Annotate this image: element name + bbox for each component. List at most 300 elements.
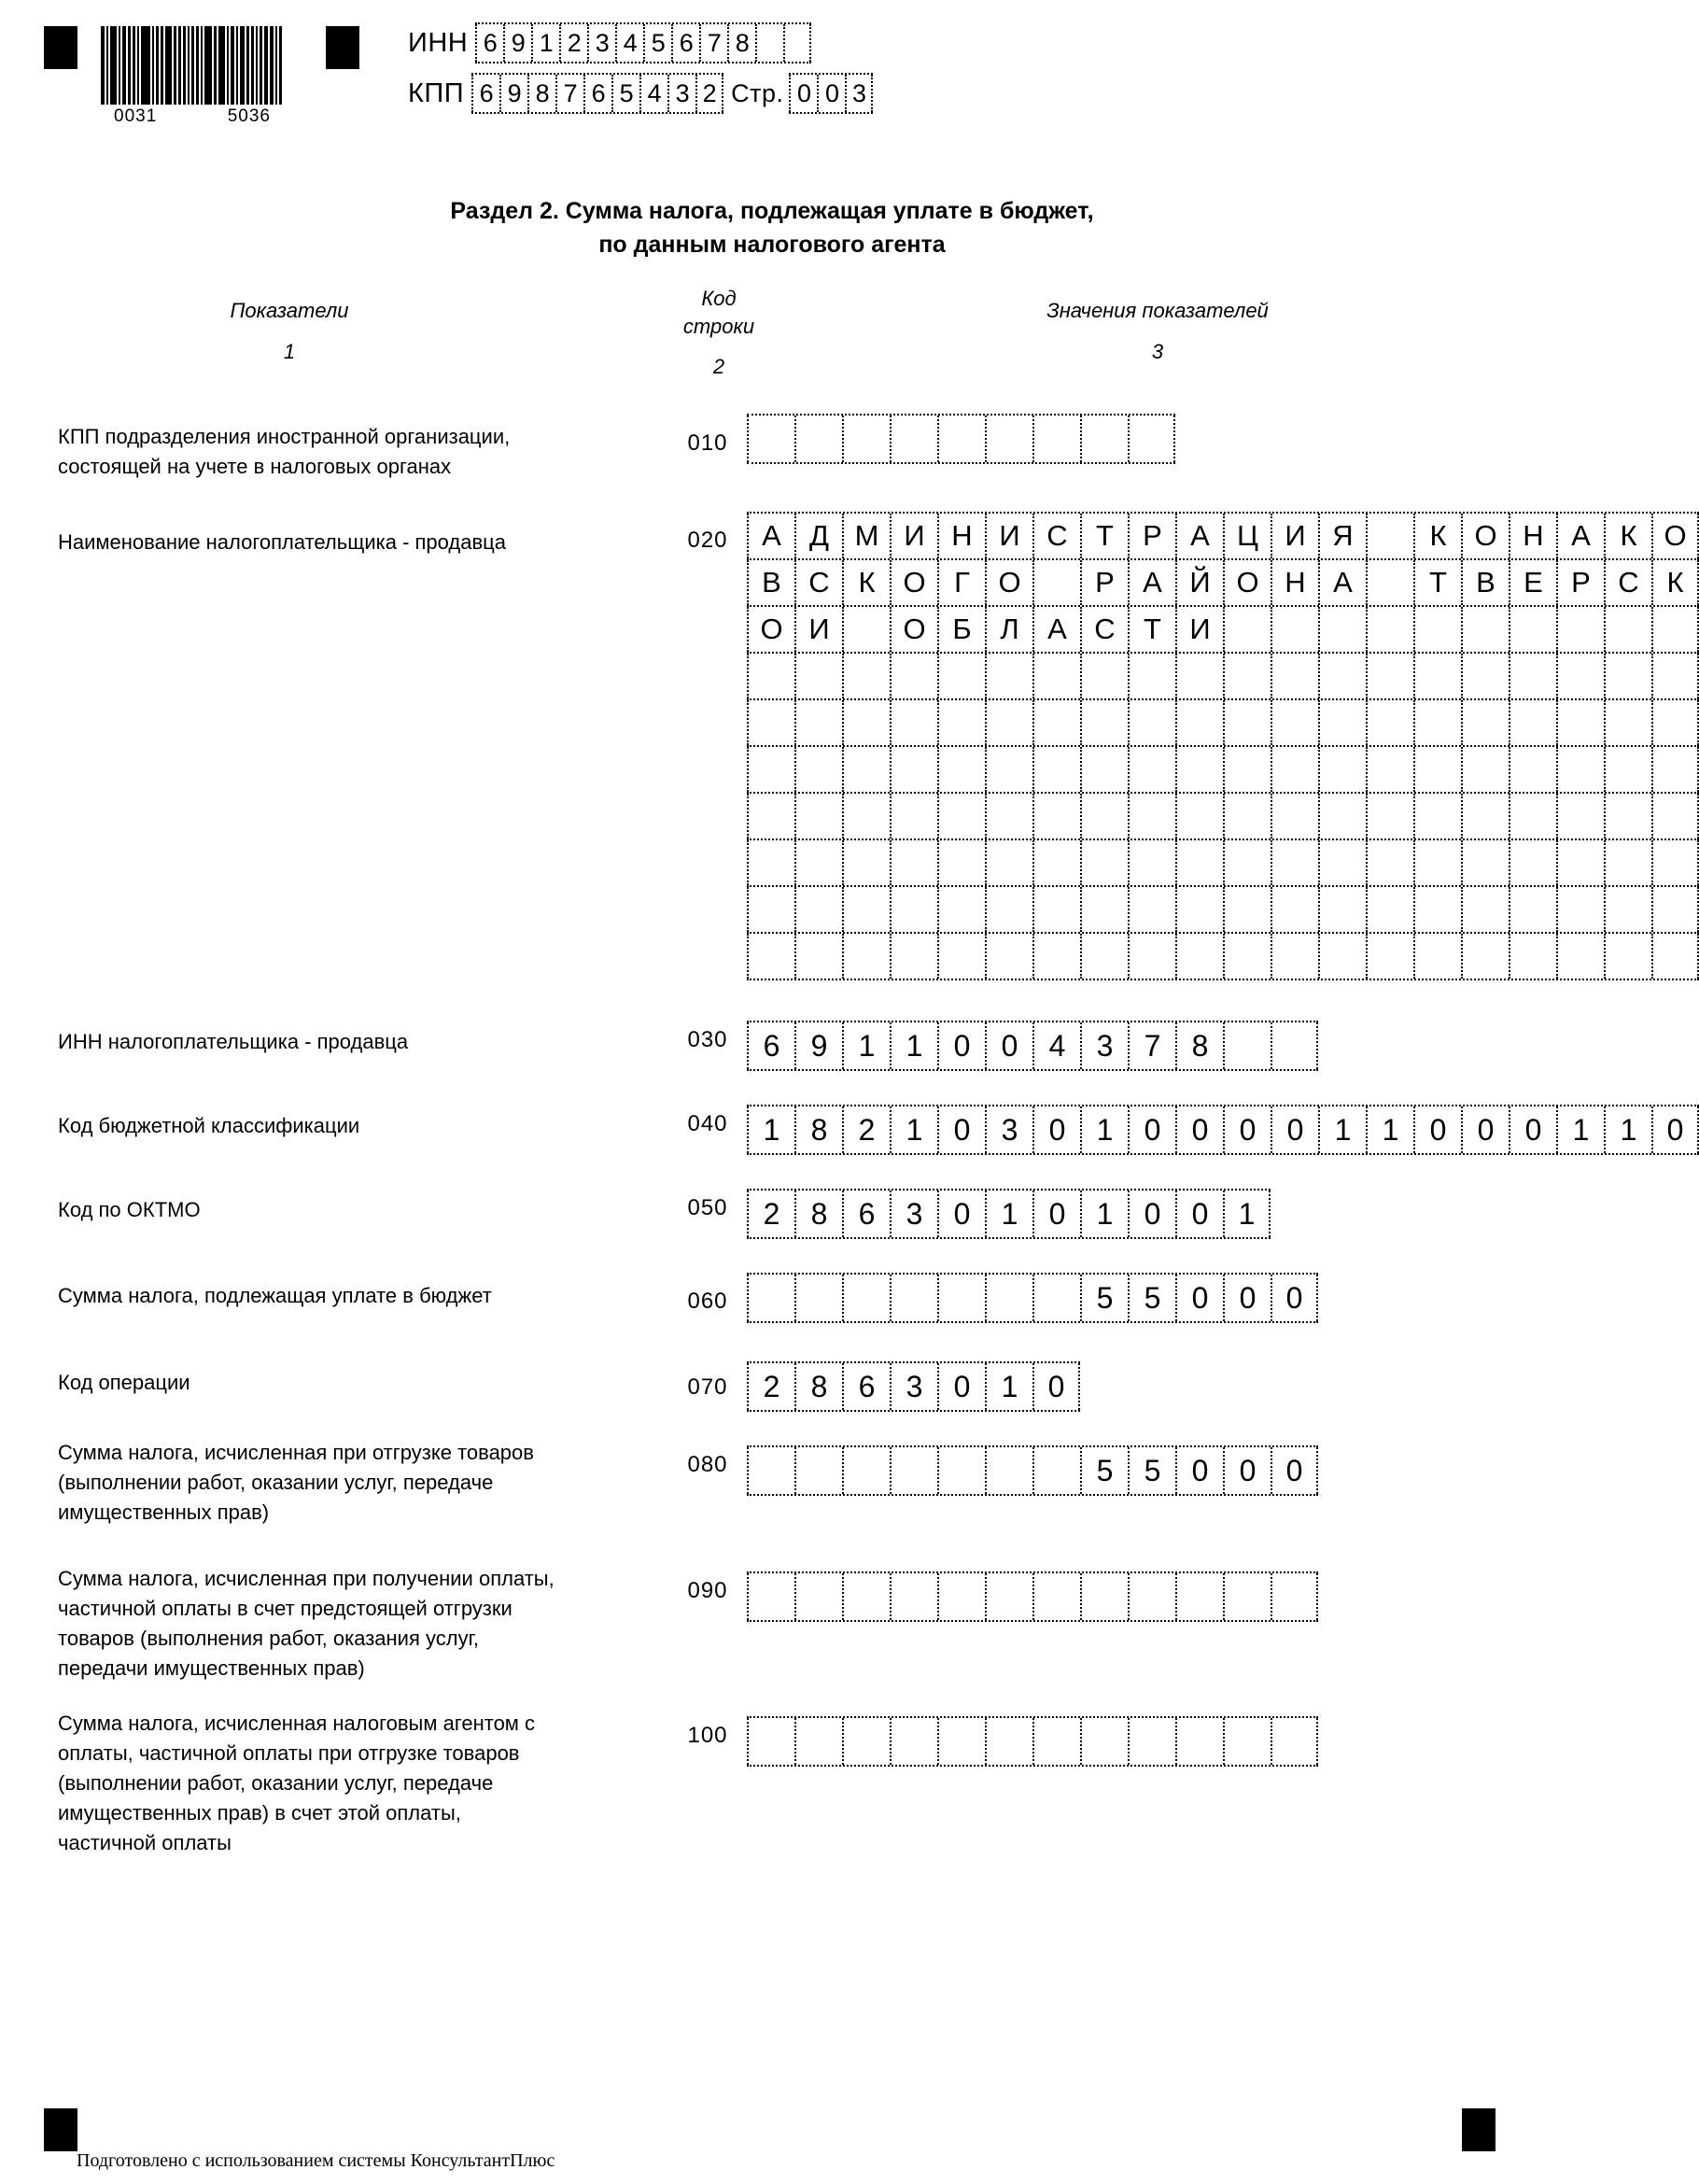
value-field-060[interactable] <box>747 1273 1318 1323</box>
name-cell[interactable] <box>1651 607 1699 652</box>
name-cell[interactable] <box>1461 934 1509 979</box>
name-cell[interactable] <box>1651 700 1699 745</box>
name-cell[interactable] <box>842 794 890 838</box>
name-cell[interactable] <box>1032 654 1080 698</box>
name-cell[interactable] <box>937 794 985 838</box>
name-cell[interactable] <box>1223 700 1271 745</box>
value-cell[interactable] <box>747 1275 794 1321</box>
name-cell[interactable] <box>794 840 842 885</box>
value-cell[interactable]: 0 <box>937 1022 985 1069</box>
name-cell[interactable] <box>842 654 890 698</box>
name-cell[interactable] <box>1128 934 1175 979</box>
value-cell[interactable]: 1 <box>1318 1106 1366 1153</box>
value-cell[interactable]: 0 <box>937 1191 985 1237</box>
name-cell[interactable] <box>842 840 890 885</box>
name-cell[interactable] <box>1461 747 1509 792</box>
value-cell[interactable]: 0 <box>1032 1363 1080 1410</box>
name-cell[interactable] <box>794 747 842 792</box>
name-cell[interactable]: С <box>794 560 842 605</box>
name-cell[interactable] <box>937 840 985 885</box>
value-cell[interactable] <box>1032 1573 1080 1620</box>
name-cell[interactable] <box>1556 840 1604 885</box>
value-cell[interactable]: 0 <box>1271 1447 1318 1494</box>
inn-cell[interactable]: 3 <box>587 24 615 62</box>
name-cell[interactable] <box>747 887 794 932</box>
kpp-cell[interactable]: 7 <box>555 75 583 112</box>
name-cell[interactable] <box>842 607 890 652</box>
name-cell[interactable] <box>1461 700 1509 745</box>
value-cell[interactable] <box>1223 1022 1271 1069</box>
name-cell[interactable] <box>1032 747 1080 792</box>
name-cell[interactable] <box>1651 794 1699 838</box>
page-cell[interactable]: 3 <box>845 75 873 112</box>
value-field-040[interactable] <box>747 1105 1699 1155</box>
value-cell[interactable]: 0 <box>1651 1106 1699 1153</box>
name-cell[interactable] <box>1223 840 1271 885</box>
value-field-100[interactable] <box>747 1716 1318 1767</box>
value-cell[interactable]: 0 <box>1175 1275 1223 1321</box>
value-cell[interactable]: 8 <box>1175 1022 1223 1069</box>
name-cell[interactable] <box>1032 794 1080 838</box>
name-cell[interactable] <box>842 747 890 792</box>
value-cell[interactable] <box>1128 416 1175 462</box>
name-cell[interactable] <box>1175 887 1223 932</box>
value-cell[interactable]: 0 <box>1128 1191 1175 1237</box>
value-cell[interactable]: 0 <box>1461 1106 1509 1153</box>
value-cell[interactable] <box>842 1275 890 1321</box>
name-cell[interactable] <box>1556 887 1604 932</box>
value-cell[interactable]: 2 <box>747 1191 794 1237</box>
value-cell[interactable]: 3 <box>890 1191 937 1237</box>
name-cell[interactable] <box>1271 887 1318 932</box>
page-cell[interactable]: 0 <box>789 75 817 112</box>
value-cell[interactable] <box>747 1718 794 1765</box>
value-cell[interactable] <box>985 1573 1032 1620</box>
name-cell[interactable] <box>1175 654 1223 698</box>
name-cell[interactable] <box>890 700 937 745</box>
value-cell[interactable]: 0 <box>1128 1106 1175 1153</box>
name-cell[interactable]: Г <box>937 560 985 605</box>
value-cell[interactable]: 5 <box>1080 1275 1128 1321</box>
value-cell[interactable] <box>890 1447 937 1494</box>
name-cell[interactable] <box>1604 887 1651 932</box>
name-cell[interactable] <box>1366 887 1413 932</box>
name-cell[interactable] <box>937 700 985 745</box>
name-cell[interactable] <box>1366 700 1413 745</box>
name-cell[interactable] <box>1556 654 1604 698</box>
name-cell[interactable]: О <box>1651 514 1699 558</box>
name-cell[interactable] <box>1461 794 1509 838</box>
value-cell[interactable] <box>842 1573 890 1620</box>
value-cell[interactable] <box>747 416 794 462</box>
value-cell[interactable] <box>1128 1718 1175 1765</box>
name-cell[interactable] <box>1271 607 1318 652</box>
inn-cell[interactable]: 1 <box>531 24 559 62</box>
name-line-2[interactable] <box>747 560 1699 607</box>
name-cell[interactable] <box>1556 700 1604 745</box>
name-cell[interactable]: С <box>1604 560 1651 605</box>
name-cell[interactable] <box>890 794 937 838</box>
value-cell[interactable] <box>937 1275 985 1321</box>
name-cell[interactable]: И <box>1175 607 1223 652</box>
value-cell[interactable]: 6 <box>842 1363 890 1410</box>
name-cell[interactable]: О <box>890 607 937 652</box>
value-cell[interactable]: 0 <box>985 1022 1032 1069</box>
name-cell[interactable]: Р <box>1556 560 1604 605</box>
name-cell[interactable] <box>1318 654 1366 698</box>
name-cell[interactable] <box>1175 934 1223 979</box>
name-cell[interactable]: Т <box>1128 607 1175 652</box>
name-cell[interactable]: Н <box>1509 514 1556 558</box>
name-cell[interactable]: Й <box>1175 560 1223 605</box>
name-cell[interactable] <box>890 840 937 885</box>
name-cell[interactable] <box>1413 934 1461 979</box>
name-cell[interactable] <box>1032 700 1080 745</box>
name-cell[interactable]: Т <box>1413 560 1461 605</box>
name-cell[interactable] <box>1556 934 1604 979</box>
value-cell[interactable] <box>890 1275 937 1321</box>
name-cell[interactable]: А <box>1128 560 1175 605</box>
value-cell[interactable] <box>1032 1275 1080 1321</box>
kpp-cell[interactable]: 5 <box>611 75 639 112</box>
name-cell[interactable] <box>1128 887 1175 932</box>
value-cell[interactable]: 0 <box>1271 1275 1318 1321</box>
name-cell[interactable] <box>1556 607 1604 652</box>
value-cell[interactable]: 1 <box>985 1191 1032 1237</box>
name-cell[interactable] <box>937 747 985 792</box>
name-cell[interactable] <box>747 654 794 698</box>
value-cell[interactable]: 0 <box>937 1106 985 1153</box>
value-cell[interactable] <box>890 416 937 462</box>
name-cell[interactable] <box>1461 887 1509 932</box>
name-cell[interactable] <box>1509 654 1556 698</box>
name-cell[interactable]: И <box>794 607 842 652</box>
name-cell[interactable] <box>1223 654 1271 698</box>
kpp-cell[interactable]: 9 <box>499 75 527 112</box>
value-cell[interactable]: 3 <box>1080 1022 1128 1069</box>
name-cell[interactable] <box>1080 700 1128 745</box>
name-cell[interactable] <box>842 934 890 979</box>
value-cell[interactable] <box>1175 1718 1223 1765</box>
value-cell[interactable] <box>1080 1718 1128 1765</box>
name-cell[interactable] <box>1223 887 1271 932</box>
name-cell[interactable] <box>1223 607 1271 652</box>
value-cell[interactable] <box>1223 1573 1271 1620</box>
inn-cell[interactable]: 8 <box>727 24 755 62</box>
value-cell[interactable]: 8 <box>794 1106 842 1153</box>
name-cell[interactable] <box>1509 934 1556 979</box>
value-cell[interactable]: 6 <box>842 1191 890 1237</box>
name-cell[interactable] <box>1128 840 1175 885</box>
value-cell[interactable] <box>794 1275 842 1321</box>
value-cell[interactable]: 1 <box>985 1363 1032 1410</box>
value-cell[interactable]: 0 <box>1509 1106 1556 1153</box>
name-cell[interactable]: С <box>1032 514 1080 558</box>
name-cell[interactable] <box>842 700 890 745</box>
name-cell[interactable] <box>1080 934 1128 979</box>
name-cell[interactable] <box>937 887 985 932</box>
value-cell[interactable] <box>842 1447 890 1494</box>
value-cell[interactable]: 1 <box>1080 1106 1128 1153</box>
name-cell[interactable] <box>1175 700 1223 745</box>
name-cell[interactable]: Н <box>1271 560 1318 605</box>
name-cell[interactable]: К <box>1604 514 1651 558</box>
name-cell[interactable] <box>1223 794 1271 838</box>
inn-cell[interactable]: 9 <box>503 24 531 62</box>
name-cell[interactable] <box>1128 794 1175 838</box>
value-cell[interactable] <box>794 1718 842 1765</box>
value-cell[interactable]: 0 <box>1223 1447 1271 1494</box>
name-cell[interactable] <box>1366 607 1413 652</box>
name-line-9[interactable] <box>747 887 1699 934</box>
name-cell[interactable] <box>1461 607 1509 652</box>
value-cell[interactable] <box>1080 416 1128 462</box>
value-cell[interactable] <box>985 1275 1032 1321</box>
value-field-030[interactable] <box>747 1021 1318 1071</box>
name-cell[interactable] <box>1128 747 1175 792</box>
name-cell[interactable] <box>1318 887 1366 932</box>
name-cell[interactable] <box>1318 700 1366 745</box>
value-cell[interactable]: 1 <box>1223 1191 1271 1237</box>
value-cell[interactable]: 9 <box>794 1022 842 1069</box>
name-cell[interactable] <box>1461 654 1509 698</box>
value-field-010[interactable] <box>747 414 1175 464</box>
name-cell[interactable] <box>1128 700 1175 745</box>
name-cell[interactable] <box>794 794 842 838</box>
name-cell[interactable] <box>1080 747 1128 792</box>
name-cell[interactable] <box>1175 747 1223 792</box>
value-cell[interactable]: 0 <box>1175 1447 1223 1494</box>
name-line-8[interactable] <box>747 840 1699 887</box>
name-cell[interactable] <box>1509 700 1556 745</box>
value-cell[interactable]: 1 <box>1366 1106 1413 1153</box>
value-cell[interactable]: 3 <box>890 1363 937 1410</box>
name-cell[interactable] <box>1604 840 1651 885</box>
name-cell[interactable] <box>1080 654 1128 698</box>
name-cell[interactable] <box>1271 794 1318 838</box>
value-cell[interactable] <box>890 1573 937 1620</box>
kpp-cell[interactable]: 3 <box>667 75 695 112</box>
name-cell[interactable] <box>1556 794 1604 838</box>
name-line-1[interactable] <box>747 512 1699 560</box>
kpp-field[interactable] <box>471 73 723 114</box>
name-cell[interactable]: О <box>890 560 937 605</box>
name-cell[interactable] <box>1080 887 1128 932</box>
name-line-4[interactable] <box>747 654 1699 700</box>
name-cell[interactable]: Р <box>1080 560 1128 605</box>
name-cell[interactable] <box>1032 887 1080 932</box>
name-line-7[interactable] <box>747 794 1699 840</box>
name-cell[interactable] <box>1318 607 1366 652</box>
page-cell[interactable]: 0 <box>817 75 845 112</box>
name-cell[interactable] <box>1318 934 1366 979</box>
name-cell[interactable] <box>1604 794 1651 838</box>
name-cell[interactable] <box>1604 700 1651 745</box>
name-cell[interactable] <box>1366 934 1413 979</box>
name-cell[interactable] <box>890 747 937 792</box>
name-cell[interactable]: К <box>1651 560 1699 605</box>
name-cell[interactable] <box>794 934 842 979</box>
name-cell[interactable] <box>1556 747 1604 792</box>
name-cell[interactable] <box>1223 934 1271 979</box>
name-cell[interactable] <box>1509 887 1556 932</box>
name-cell[interactable] <box>747 840 794 885</box>
inn-cell[interactable] <box>783 24 811 62</box>
kpp-cell[interactable]: 6 <box>471 75 499 112</box>
name-cell[interactable]: О <box>747 607 794 652</box>
name-cell[interactable] <box>1413 607 1461 652</box>
value-cell[interactable] <box>1128 1573 1175 1620</box>
name-line-6[interactable] <box>747 747 1699 794</box>
name-cell[interactable] <box>1223 747 1271 792</box>
name-cell[interactable] <box>1271 700 1318 745</box>
name-line-5[interactable] <box>747 700 1699 747</box>
value-cell[interactable] <box>794 416 842 462</box>
name-cell[interactable] <box>747 794 794 838</box>
name-cell[interactable] <box>1175 794 1223 838</box>
value-field-050[interactable] <box>747 1189 1271 1239</box>
name-cell[interactable] <box>890 887 937 932</box>
name-cell[interactable] <box>1366 747 1413 792</box>
name-cell[interactable] <box>1604 934 1651 979</box>
value-cell[interactable]: 2 <box>842 1106 890 1153</box>
name-cell[interactable]: А <box>1318 560 1366 605</box>
value-cell[interactable]: 8 <box>794 1191 842 1237</box>
name-cell[interactable] <box>842 887 890 932</box>
value-cell[interactable]: 3 <box>985 1106 1032 1153</box>
name-cell[interactable] <box>1413 794 1461 838</box>
value-cell[interactable] <box>937 1447 985 1494</box>
name-cell[interactable] <box>1413 700 1461 745</box>
name-cell[interactable] <box>1271 840 1318 885</box>
value-cell[interactable]: 4 <box>1032 1022 1080 1069</box>
value-cell[interactable]: 1 <box>1556 1106 1604 1153</box>
inn-cell[interactable]: 4 <box>615 24 643 62</box>
name-cell[interactable]: И <box>890 514 937 558</box>
value-cell[interactable]: 5 <box>1128 1447 1175 1494</box>
name-cell[interactable]: А <box>1175 514 1223 558</box>
value-cell[interactable] <box>1032 416 1080 462</box>
value-cell[interactable]: 0 <box>1223 1275 1271 1321</box>
value-cell[interactable]: 0 <box>1175 1191 1223 1237</box>
value-cell[interactable]: 5 <box>1080 1447 1128 1494</box>
inn-cell[interactable]: 6 <box>671 24 699 62</box>
name-cell[interactable] <box>1413 887 1461 932</box>
name-cell[interactable] <box>1651 654 1699 698</box>
name-cell[interactable] <box>1080 840 1128 885</box>
name-cell[interactable] <box>985 840 1032 885</box>
page-number-field[interactable] <box>789 73 873 114</box>
name-cell[interactable]: Р <box>1128 514 1175 558</box>
name-cell[interactable] <box>1651 747 1699 792</box>
name-cell[interactable] <box>1366 794 1413 838</box>
name-cell[interactable] <box>1509 794 1556 838</box>
name-cell[interactable] <box>1366 840 1413 885</box>
name-cell[interactable]: В <box>747 560 794 605</box>
name-cell[interactable] <box>1271 934 1318 979</box>
name-cell[interactable]: Л <box>985 607 1032 652</box>
name-cell[interactable] <box>1366 514 1413 558</box>
value-cell[interactable] <box>985 416 1032 462</box>
value-cell[interactable] <box>985 1718 1032 1765</box>
name-cell[interactable] <box>890 654 937 698</box>
name-cell[interactable] <box>985 934 1032 979</box>
value-cell[interactable] <box>747 1573 794 1620</box>
name-cell[interactable]: К <box>842 560 890 605</box>
value-cell[interactable] <box>1223 1718 1271 1765</box>
name-cell[interactable] <box>1032 934 1080 979</box>
name-cell[interactable]: К <box>1413 514 1461 558</box>
name-line-3[interactable] <box>747 607 1699 654</box>
name-cell[interactable] <box>1271 747 1318 792</box>
inn-cell[interactable]: 7 <box>699 24 727 62</box>
name-cell[interactable]: И <box>985 514 1032 558</box>
value-cell[interactable] <box>1032 1447 1080 1494</box>
name-cell[interactable]: Д <box>794 514 842 558</box>
name-cell[interactable]: И <box>1271 514 1318 558</box>
value-cell[interactable] <box>794 1573 842 1620</box>
name-cell[interactable] <box>747 747 794 792</box>
name-cell[interactable] <box>1604 747 1651 792</box>
inn-field[interactable] <box>475 22 811 63</box>
name-cell[interactable]: С <box>1080 607 1128 652</box>
value-cell[interactable]: 0 <box>1175 1106 1223 1153</box>
value-cell[interactable] <box>985 1447 1032 1494</box>
value-cell[interactable] <box>890 1718 937 1765</box>
name-cell[interactable]: Я <box>1318 514 1366 558</box>
name-cell[interactable] <box>985 654 1032 698</box>
name-cell[interactable] <box>747 700 794 745</box>
value-field-090[interactable] <box>747 1571 1318 1622</box>
name-cell[interactable] <box>1461 840 1509 885</box>
kpp-cell[interactable]: 8 <box>527 75 555 112</box>
value-cell[interactable]: 5 <box>1128 1275 1175 1321</box>
value-cell[interactable]: 1 <box>1080 1191 1128 1237</box>
name-cell[interactable]: Т <box>1080 514 1128 558</box>
value-cell[interactable]: 2 <box>747 1363 794 1410</box>
name-cell[interactable] <box>794 700 842 745</box>
name-cell[interactable]: О <box>1223 560 1271 605</box>
name-cell[interactable] <box>1175 840 1223 885</box>
name-cell[interactable]: Е <box>1509 560 1556 605</box>
value-cell[interactable]: 0 <box>1032 1106 1080 1153</box>
name-cell[interactable] <box>985 747 1032 792</box>
value-cell[interactable] <box>1175 1573 1223 1620</box>
name-cell[interactable] <box>985 794 1032 838</box>
inn-cell[interactable]: 2 <box>559 24 587 62</box>
value-cell[interactable] <box>1080 1573 1128 1620</box>
name-cell[interactable] <box>1509 607 1556 652</box>
name-cell[interactable] <box>937 654 985 698</box>
name-cell[interactable] <box>1366 560 1413 605</box>
value-cell[interactable]: 1 <box>842 1022 890 1069</box>
value-cell[interactable] <box>842 1718 890 1765</box>
value-cell[interactable]: 0 <box>1223 1106 1271 1153</box>
value-cell[interactable] <box>794 1447 842 1494</box>
name-cell[interactable] <box>1509 840 1556 885</box>
value-cell[interactable]: 7 <box>1128 1022 1175 1069</box>
value-cell[interactable]: 8 <box>794 1363 842 1410</box>
name-cell[interactable] <box>747 934 794 979</box>
value-cell[interactable]: 1 <box>890 1106 937 1153</box>
name-cell[interactable] <box>937 934 985 979</box>
name-cell[interactable] <box>1604 654 1651 698</box>
value-cell[interactable]: 0 <box>1413 1106 1461 1153</box>
kpp-cell[interactable]: 6 <box>583 75 611 112</box>
name-cell[interactable] <box>1271 654 1318 698</box>
value-field-080[interactable] <box>747 1445 1318 1496</box>
name-cell[interactable] <box>985 700 1032 745</box>
